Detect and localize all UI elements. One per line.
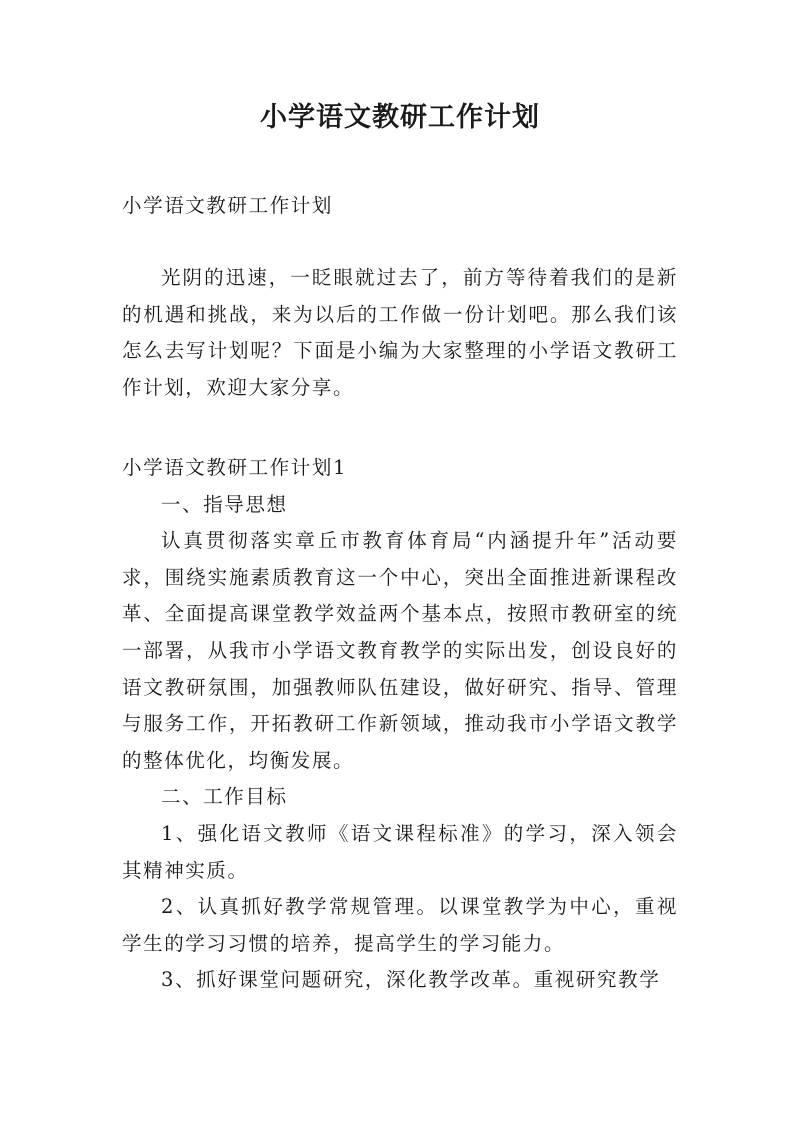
heading-work-goals: 二、工作目标: [161, 785, 288, 809]
heading-guiding-ideology: 一、指导思想: [161, 492, 288, 516]
paragraph-guiding-ideology: 认真贯彻落实章丘市教育体育局“内涵提升年”活动要求，围绕实施素质教育这一个中心，突出全面推进新课程改革、全面提高课堂教学效益两个基本点，按照市教研室的统一部署，从我市小学语文教育教学的实际出发，创设良好的语文教研氛围，加强教师队伍建设，做好研究、指导、管理与服务工作，开拓教研工作新领域，推动我市小学语文教学的整体优化，均衡发展。: [122, 529, 678, 772]
section-title: 小学语文教研工作计划1: [122, 456, 348, 479]
document-subtitle: 小学语文教研工作计划: [122, 194, 334, 217]
goal-item-3: 3、抓好课堂问题研究，深化教学改革。重视研究教学: [161, 968, 661, 992]
goal-item-1: 1、强化语文教师《语文课程标准》的学习，深入领会其精神实质。: [122, 821, 678, 882]
plan-section: [122, 450, 678, 999]
intro-paragraph: 光阴的迅速，一眨眼就过去了，前方等待着我们的是新的机遇和挑战，来为以后的工作做一份计划吧。那么我们该怎么去写计划呢？下面是小编为大家整理的小学语文教研工作计划，欢迎大家分享。: [122, 266, 678, 399]
goal-item-2: 2、认真抓好教学常规管理。以课堂教学为中心，重视学生的学习习惯的培养，提高学生的学习能力。: [122, 895, 678, 955]
document-title: 小学语文教研工作计划: [260, 102, 540, 133]
